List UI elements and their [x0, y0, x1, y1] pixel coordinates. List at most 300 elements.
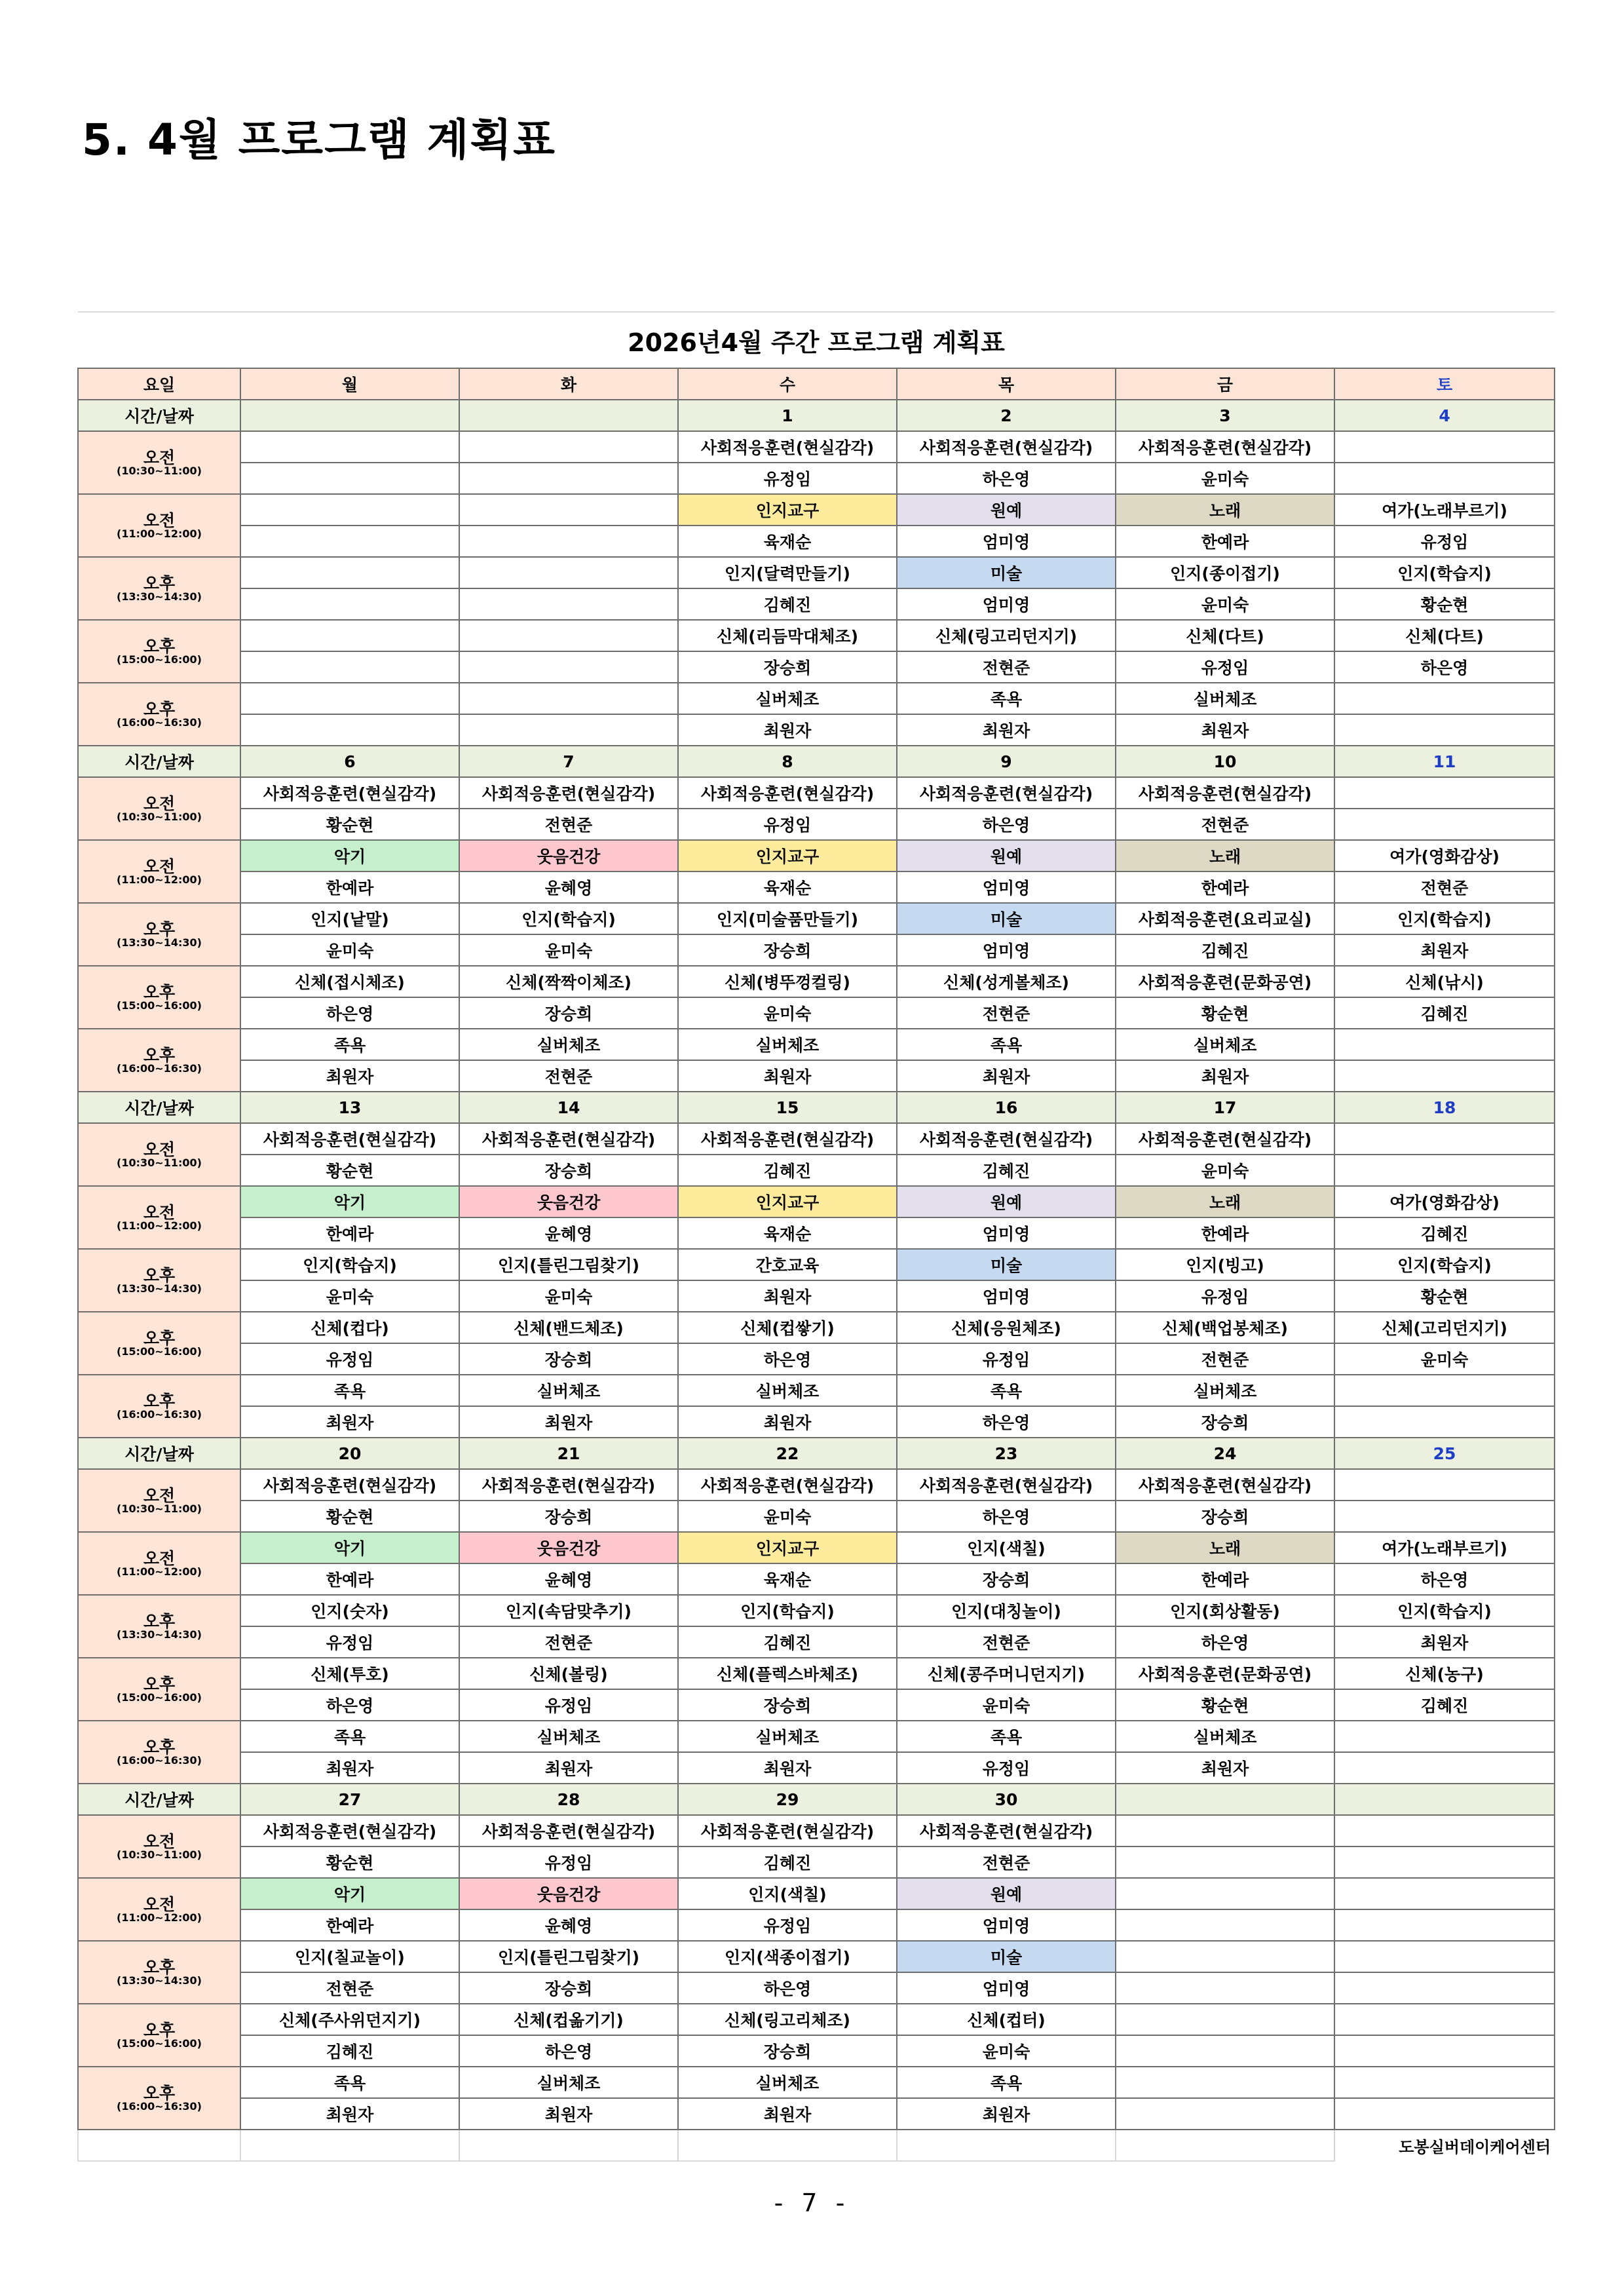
- program-row: [78, 840, 1555, 871]
- day-header-fri: 금: [1116, 368, 1334, 400]
- program-cell-thu: 족욕: [897, 1721, 1116, 1752]
- program-cell-fri: 노래: [1116, 1532, 1334, 1563]
- staff-cell-thu: 유정임: [897, 1752, 1116, 1784]
- program-cell-sat: [1334, 1375, 1555, 1406]
- day-label: 요일: [78, 368, 240, 400]
- staff-cell-thu: 엄미영: [897, 1909, 1116, 1941]
- date-cell-mon: 6: [240, 746, 459, 777]
- staff-row: [78, 1060, 1555, 1092]
- time-slot-label: [78, 2067, 240, 2130]
- date-cell-thu: 23: [897, 1438, 1116, 1469]
- program-cell-fri: 실버체조: [1116, 1721, 1334, 1752]
- program-cell-sat: [1334, 431, 1555, 463]
- staff-cell-sat: [1334, 809, 1555, 840]
- program-cell-sat: 인지(학습지): [1334, 557, 1555, 588]
- program-cell-thu: 족욕: [897, 1375, 1116, 1406]
- program-cell-tue: 인지(틀린그림찾기): [459, 1249, 678, 1280]
- program-cell-thu: 원예: [897, 494, 1116, 526]
- staff-cell-tue: 장승희: [459, 997, 678, 1029]
- staff-cell-tue: [459, 588, 678, 620]
- period-text: 오전: [143, 448, 176, 467]
- staff-cell-wed: 윤미숙: [678, 1501, 897, 1532]
- staff-cell-wed: 하은영: [678, 1343, 897, 1375]
- period-text: 오후: [143, 1045, 176, 1065]
- date-cell-sat: 11: [1334, 746, 1555, 777]
- date-cell-tue: 7: [459, 746, 678, 777]
- program-cell-sat: [1334, 1029, 1555, 1060]
- program-cell-fri: 실버체조: [1116, 683, 1334, 714]
- staff-cell-wed: 김혜진: [678, 1155, 897, 1186]
- program-cell-wed: 인지교구: [678, 840, 897, 871]
- staff-cell-fri: 하은영: [1116, 1626, 1334, 1658]
- staff-cell-wed: 장승희: [678, 934, 897, 966]
- page-heading: 5. 4월 프로그램 계획표: [82, 115, 556, 165]
- staff-cell-fri: 한예라: [1116, 1217, 1334, 1249]
- staff-cell-mon: [240, 588, 459, 620]
- program-row: [78, 557, 1555, 588]
- program-cell-tue: 실버체조: [459, 1375, 678, 1406]
- program-cell-mon: 신체(주사위던지기): [240, 2004, 459, 2035]
- date-label: 시간/날짜: [78, 746, 240, 777]
- time-range-text: (13:30~14:30): [117, 1282, 202, 1295]
- date-cell-sat: 4: [1334, 400, 1555, 431]
- program-row: [78, 1375, 1555, 1406]
- staff-cell-tue: 윤혜영: [459, 1909, 678, 1941]
- program-cell-tue: 사회적응훈련(현실감각): [459, 1815, 678, 1846]
- time-slot-label: [78, 1815, 240, 1878]
- staff-cell-thu: 전현준: [897, 997, 1116, 1029]
- date-label: 시간/날짜: [78, 1784, 240, 1815]
- staff-row: [78, 588, 1555, 620]
- time-range-text: (11:00~12:00): [117, 1219, 202, 1232]
- staff-row: [78, 1752, 1555, 1784]
- staff-cell-thu: 윤미숙: [897, 2035, 1116, 2067]
- staff-cell-sat: 전현준: [1334, 871, 1555, 903]
- date-cell-fri: [1116, 1784, 1334, 1815]
- program-cell-wed: 신체(플렉스바체조): [678, 1658, 897, 1689]
- staff-row: [78, 1280, 1555, 1312]
- program-cell-tue: 웃음건강: [459, 840, 678, 871]
- date-label: 시간/날짜: [78, 1092, 240, 1123]
- time-range-text: (11:00~12:00): [117, 873, 202, 886]
- program-cell-tue: 신체(볼링): [459, 1658, 678, 1689]
- staff-cell-tue: 전현준: [459, 1626, 678, 1658]
- time-slot-label: [78, 1029, 240, 1092]
- staff-cell-tue: 최원자: [459, 2098, 678, 2130]
- staff-cell-thu: 엄미영: [897, 588, 1116, 620]
- program-cell-sat: 여가(영화감상): [1334, 840, 1555, 871]
- date-label: 시간/날짜: [78, 400, 240, 431]
- time-slot-label: [78, 966, 240, 1029]
- period-text: 오후: [143, 1674, 176, 1694]
- program-row: [78, 1941, 1555, 1972]
- program-cell-thu: 사회적응훈련(현실감각): [897, 777, 1116, 809]
- staff-cell-fri: 장승희: [1116, 1501, 1334, 1532]
- staff-cell-wed: 최원자: [678, 1752, 897, 1784]
- staff-cell-thu: 전현준: [897, 1626, 1116, 1658]
- staff-cell-sat: [1334, 2098, 1555, 2130]
- staff-row: [78, 651, 1555, 683]
- program-cell-fri: 인지(종이접기): [1116, 557, 1334, 588]
- program-cell-fri: [1116, 1941, 1334, 1972]
- date-cell-wed: 29: [678, 1784, 897, 1815]
- day-header-thu: 목: [897, 368, 1116, 400]
- staff-cell-mon: 유정임: [240, 1626, 459, 1658]
- program-cell-tue: 인지(틀린그림찾기): [459, 1941, 678, 1972]
- program-cell-sat: [1334, 1721, 1555, 1752]
- program-cell-wed: 인지교구: [678, 1532, 897, 1563]
- time-range-text: (10:30~11:00): [117, 1502, 202, 1515]
- program-schedule-table: [77, 311, 1555, 2162]
- time-range-text: (10:30~11:00): [117, 1848, 202, 1861]
- program-row: [78, 1595, 1555, 1626]
- program-row: [78, 1312, 1555, 1343]
- staff-cell-tue: 장승희: [459, 1972, 678, 2004]
- staff-cell-thu: 김혜진: [897, 1155, 1116, 1186]
- staff-cell-fri: 황순현: [1116, 1689, 1334, 1721]
- period-text: 오전: [143, 1548, 176, 1568]
- time-slot-label: [78, 557, 240, 620]
- program-cell-wed: 사회적응훈련(현실감각): [678, 431, 897, 463]
- program-cell-sat: [1334, 1941, 1555, 1972]
- staff-row: [78, 2035, 1555, 2067]
- program-cell-mon: 신체(접시체조): [240, 966, 459, 997]
- time-range-text: (10:30~11:00): [117, 464, 202, 477]
- program-cell-mon: 인지(칠교놀이): [240, 1941, 459, 1972]
- staff-row: [78, 1155, 1555, 1186]
- staff-cell-tue: 윤미숙: [459, 934, 678, 966]
- program-row: [78, 1532, 1555, 1563]
- staff-cell-sat: [1334, 2035, 1555, 2067]
- program-row: [78, 494, 1555, 526]
- date-cell-mon: 20: [240, 1438, 459, 1469]
- period-text: 오후: [143, 1328, 176, 1348]
- staff-cell-tue: [459, 651, 678, 683]
- staff-cell-tue: 유정임: [459, 1846, 678, 1878]
- time-range-text: (13:30~14:30): [117, 1628, 202, 1641]
- program-cell-mon: 족욕: [240, 1029, 459, 1060]
- program-cell-sat: [1334, 1878, 1555, 1909]
- time-slot-label: [78, 683, 240, 746]
- program-cell-thu: 인지(대칭놀이): [897, 1595, 1116, 1626]
- time-slot-label: [78, 903, 240, 966]
- time-slot-label: [78, 1595, 240, 1658]
- program-cell-tue: [459, 620, 678, 651]
- staff-cell-fri: 한예라: [1116, 871, 1334, 903]
- program-row: [78, 966, 1555, 997]
- program-cell-mon: 악기: [240, 840, 459, 871]
- date-cell-wed: 8: [678, 746, 897, 777]
- staff-cell-sat: [1334, 1155, 1555, 1186]
- program-cell-fri: 인지(회상활동): [1116, 1595, 1334, 1626]
- staff-cell-wed: 최원자: [678, 1406, 897, 1438]
- program-cell-thu: 사회적응훈련(현실감각): [897, 431, 1116, 463]
- staff-cell-mon: 황순현: [240, 1501, 459, 1532]
- staff-cell-sat: 하은영: [1334, 1563, 1555, 1595]
- staff-cell-mon: 한예라: [240, 1217, 459, 1249]
- program-row: [78, 1658, 1555, 1689]
- program-cell-fri: 신체(백업봉체조): [1116, 1312, 1334, 1343]
- time-range-text: (15:00~16:00): [117, 2037, 202, 2050]
- program-cell-mon: 사회적응훈련(현실감각): [240, 1123, 459, 1155]
- staff-cell-fri: 전현준: [1116, 1343, 1334, 1375]
- program-cell-mon: [240, 557, 459, 588]
- time-slot-label: [78, 1312, 240, 1375]
- program-cell-fri: [1116, 2067, 1334, 2098]
- program-cell-fri: [1116, 1878, 1334, 1909]
- program-cell-wed: 인지(색칠): [678, 1878, 897, 1909]
- staff-row: [78, 1501, 1555, 1532]
- program-row: [78, 1721, 1555, 1752]
- program-cell-fri: 신체(다트): [1116, 620, 1334, 651]
- staff-row: [78, 871, 1555, 903]
- program-cell-sat: 인지(학습지): [1334, 1249, 1555, 1280]
- time-slot-label: [78, 1532, 240, 1595]
- period-text: 오전: [143, 856, 176, 876]
- staff-cell-tue: 최원자: [459, 1752, 678, 1784]
- staff-cell-fri: 윤미숙: [1116, 588, 1334, 620]
- date-cell-thu: 16: [897, 1092, 1116, 1123]
- date-cell-tue: [459, 400, 678, 431]
- staff-cell-tue: [459, 526, 678, 557]
- time-slot-label: [78, 840, 240, 903]
- program-cell-mon: [240, 431, 459, 463]
- date-row: [78, 1092, 1555, 1123]
- staff-cell-mon: [240, 651, 459, 683]
- program-cell-thu: 신체(성게볼체조): [897, 966, 1116, 997]
- time-range-text: (13:30~14:30): [117, 936, 202, 949]
- time-slot-label: [78, 620, 240, 683]
- time-range-text: (16:00~16:30): [117, 1062, 202, 1075]
- staff-cell-wed: 하은영: [678, 1972, 897, 2004]
- period-text: 오후: [143, 636, 176, 656]
- program-cell-wed: 실버체조: [678, 1375, 897, 1406]
- date-cell-wed: 1: [678, 400, 897, 431]
- program-cell-wed: 사회적응훈련(현실감각): [678, 1123, 897, 1155]
- program-cell-thu: 미술: [897, 903, 1116, 934]
- footer-blank-cell: [78, 2130, 240, 2161]
- program-cell-sat: 신체(농구): [1334, 1658, 1555, 1689]
- time-range-text: (11:00~12:00): [117, 1911, 202, 1924]
- staff-cell-wed: 육재순: [678, 1217, 897, 1249]
- staff-row: [78, 934, 1555, 966]
- staff-cell-thu: 최원자: [897, 714, 1116, 746]
- time-range-text: (11:00~12:00): [117, 1565, 202, 1578]
- staff-cell-sat: 윤미숙: [1334, 1343, 1555, 1375]
- staff-cell-mon: 윤미숙: [240, 1280, 459, 1312]
- program-cell-tue: [459, 431, 678, 463]
- time-range-text: (15:00~16:00): [117, 999, 202, 1012]
- program-cell-sat: [1334, 683, 1555, 714]
- staff-cell-tue: 윤혜영: [459, 871, 678, 903]
- staff-cell-wed: 육재순: [678, 526, 897, 557]
- staff-cell-tue: [459, 714, 678, 746]
- staff-cell-mon: [240, 526, 459, 557]
- time-slot-label: [78, 1123, 240, 1186]
- program-cell-tue: 웃음건강: [459, 1878, 678, 1909]
- program-cell-wed: 사회적응훈련(현실감각): [678, 777, 897, 809]
- staff-cell-mon: 하은영: [240, 997, 459, 1029]
- staff-cell-tue: [459, 463, 678, 494]
- program-cell-wed: 실버체조: [678, 1029, 897, 1060]
- program-cell-mon: 악기: [240, 1878, 459, 1909]
- staff-cell-tue: 장승희: [459, 1155, 678, 1186]
- date-cell-sat: 18: [1334, 1092, 1555, 1123]
- date-cell-thu: 9: [897, 746, 1116, 777]
- staff-cell-wed: 최원자: [678, 1280, 897, 1312]
- program-cell-tue: 신체(밴드체조): [459, 1312, 678, 1343]
- staff-cell-sat: [1334, 1752, 1555, 1784]
- staff-cell-wed: 장승희: [678, 651, 897, 683]
- time-slot-label: [78, 1878, 240, 1941]
- staff-cell-mon: 최원자: [240, 1060, 459, 1092]
- period-text: 오후: [143, 1391, 176, 1411]
- center-name-footer: 도봉실버데이케어센터: [1334, 2130, 1555, 2161]
- staff-cell-thu: 전현준: [897, 1846, 1116, 1878]
- program-cell-mon: 족욕: [240, 1375, 459, 1406]
- program-cell-thu: 미술: [897, 1941, 1116, 1972]
- program-row: [78, 620, 1555, 651]
- staff-cell-mon: 황순현: [240, 809, 459, 840]
- staff-cell-thu: 엄미영: [897, 1280, 1116, 1312]
- program-cell-tue: 사회적응훈련(현실감각): [459, 1469, 678, 1501]
- staff-cell-sat: 김혜진: [1334, 1689, 1555, 1721]
- program-cell-thu: 신체(응원체조): [897, 1312, 1116, 1343]
- staff-row: [78, 714, 1555, 746]
- staff-cell-tue: 윤혜영: [459, 1217, 678, 1249]
- staff-cell-fri: 유정임: [1116, 651, 1334, 683]
- staff-cell-sat: [1334, 714, 1555, 746]
- program-cell-thu: 족욕: [897, 2067, 1116, 2098]
- staff-cell-fri: [1116, 1972, 1334, 2004]
- program-cell-fri: 노래: [1116, 494, 1334, 526]
- program-cell-mon: 악기: [240, 1532, 459, 1563]
- staff-cell-thu: 최원자: [897, 2098, 1116, 2130]
- staff-row: [78, 1406, 1555, 1438]
- staff-cell-mon: 한예라: [240, 871, 459, 903]
- program-row: [78, 1469, 1555, 1501]
- program-cell-thu: 신체(콩주머니던지기): [897, 1658, 1116, 1689]
- staff-cell-mon: 윤미숙: [240, 934, 459, 966]
- program-cell-fri: 사회적응훈련(현실감각): [1116, 777, 1334, 809]
- program-cell-tue: 실버체조: [459, 1029, 678, 1060]
- staff-row: [78, 1563, 1555, 1595]
- staff-cell-mon: [240, 463, 459, 494]
- period-text: 오후: [143, 1611, 176, 1631]
- staff-cell-fri: 유정임: [1116, 1280, 1334, 1312]
- staff-cell-wed: 유정임: [678, 809, 897, 840]
- time-slot-label: [78, 1721, 240, 1784]
- staff-cell-fri: [1116, 1909, 1334, 1941]
- staff-cell-mon: 한예라: [240, 1909, 459, 1941]
- period-text: 오전: [143, 794, 176, 813]
- staff-cell-wed: 최원자: [678, 714, 897, 746]
- program-row: [78, 1186, 1555, 1217]
- program-row: [78, 1878, 1555, 1909]
- staff-cell-fri: 한예라: [1116, 1563, 1334, 1595]
- date-cell-mon: [240, 400, 459, 431]
- staff-row: [78, 463, 1555, 494]
- program-cell-sat: 여가(노래부르기): [1334, 494, 1555, 526]
- footer-blank-cell: [678, 2130, 897, 2161]
- staff-cell-wed: 육재순: [678, 1563, 897, 1595]
- program-row: [78, 1815, 1555, 1846]
- program-row: [78, 903, 1555, 934]
- staff-cell-thu: 엄미영: [897, 1217, 1116, 1249]
- staff-row: [78, 1846, 1555, 1878]
- program-row: [78, 2067, 1555, 2098]
- staff-cell-thu: 하은영: [897, 463, 1116, 494]
- staff-cell-thu: 하은영: [897, 809, 1116, 840]
- program-cell-mon: [240, 683, 459, 714]
- program-cell-wed: 인지(색종이접기): [678, 1941, 897, 1972]
- staff-row: [78, 1343, 1555, 1375]
- program-cell-wed: 인지교구: [678, 494, 897, 526]
- program-cell-wed: 실버체조: [678, 2067, 897, 2098]
- program-cell-wed: 신체(병뚜껑컬링): [678, 966, 897, 997]
- program-cell-wed: 인지(학습지): [678, 1595, 897, 1626]
- staff-cell-wed: 김혜진: [678, 1626, 897, 1658]
- program-cell-fri: 사회적응훈련(문화공연): [1116, 1658, 1334, 1689]
- program-cell-fri: [1116, 1815, 1334, 1846]
- program-row: [78, 1029, 1555, 1060]
- program-cell-tue: 신체(짝짝이체조): [459, 966, 678, 997]
- period-text: 오전: [143, 1831, 176, 1851]
- staff-cell-mon: 최원자: [240, 2098, 459, 2130]
- staff-row: [78, 526, 1555, 557]
- program-cell-thu: 사회적응훈련(현실감각): [897, 1123, 1116, 1155]
- staff-cell-mon: 전현준: [240, 1972, 459, 2004]
- period-text: 오전: [143, 1485, 176, 1505]
- program-cell-tue: 웃음건강: [459, 1532, 678, 1563]
- program-cell-sat: [1334, 1469, 1555, 1501]
- staff-cell-thu: 엄미영: [897, 526, 1116, 557]
- time-slot-label: [78, 494, 240, 557]
- staff-cell-thu: 전현준: [897, 651, 1116, 683]
- program-cell-mon: 사회적응훈련(현실감각): [240, 777, 459, 809]
- staff-cell-fri: 윤미숙: [1116, 463, 1334, 494]
- staff-cell-mon: 황순현: [240, 1155, 459, 1186]
- program-row: [78, 431, 1555, 463]
- program-cell-mon: [240, 620, 459, 651]
- time-slot-label: [78, 777, 240, 840]
- staff-cell-sat: 최원자: [1334, 1626, 1555, 1658]
- program-cell-thu: 미술: [897, 557, 1116, 588]
- staff-cell-sat: [1334, 1406, 1555, 1438]
- period-text: 오전: [143, 1894, 176, 1914]
- program-cell-thu: 신체(링고리던지기): [897, 620, 1116, 651]
- period-text: 오후: [143, 2020, 176, 2040]
- period-text: 오후: [143, 1265, 176, 1285]
- program-cell-tue: 인지(속담맞추기): [459, 1595, 678, 1626]
- program-cell-mon: 족욕: [240, 2067, 459, 2098]
- date-cell-sat: [1334, 1784, 1555, 1815]
- time-slot-label: [78, 431, 240, 494]
- date-cell-fri: 10: [1116, 746, 1334, 777]
- program-cell-tue: 웃음건강: [459, 1186, 678, 1217]
- time-range-text: (16:00~16:30): [117, 716, 202, 729]
- staff-cell-thu: 최원자: [897, 1060, 1116, 1092]
- program-cell-thu: 미술: [897, 1249, 1116, 1280]
- staff-row: [78, 1972, 1555, 2004]
- program-row: [78, 1249, 1555, 1280]
- staff-cell-mon: [240, 714, 459, 746]
- time-slot-label: [78, 1249, 240, 1312]
- staff-cell-sat: 황순현: [1334, 1280, 1555, 1312]
- date-cell-sat: 25: [1334, 1438, 1555, 1469]
- day-header-tue: 화: [459, 368, 678, 400]
- staff-cell-mon: 한예라: [240, 1563, 459, 1595]
